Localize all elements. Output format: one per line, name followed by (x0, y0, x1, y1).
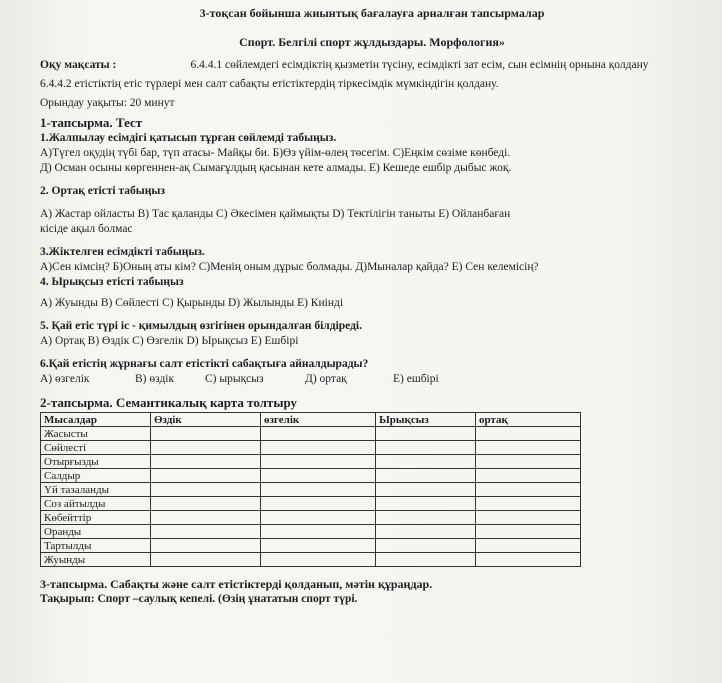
answer-cell[interactable] (151, 539, 261, 553)
table-row (41, 511, 581, 525)
answer-cell[interactable] (261, 483, 376, 497)
answer-cell[interactable] (476, 497, 581, 511)
page-title: 3-тоқсан бойынша жиынтық бағалауға арналған тапсырмалар (199, 6, 545, 20)
answer-cell[interactable] (261, 497, 376, 511)
answer-cell[interactable] (476, 427, 581, 441)
example-word-cell: Көбейттір (41, 511, 151, 525)
answer-cell[interactable] (261, 441, 376, 455)
answer-cell[interactable] (151, 553, 261, 567)
answer-cell[interactable] (376, 553, 476, 567)
column-header-passive: Ырықсыз (376, 413, 476, 427)
column-header-causative: өзгелік (261, 413, 376, 427)
example-word-cell: Тартылды (41, 539, 151, 553)
table-row (41, 455, 581, 469)
answer-cell[interactable] (261, 539, 376, 553)
answer-cell[interactable] (376, 539, 476, 553)
objective-label: Оқу мақсаты : (40, 59, 117, 71)
answer-cell[interactable] (476, 553, 581, 567)
table-row (41, 483, 581, 497)
answer-cell[interactable] (151, 441, 261, 455)
answer-cell[interactable] (151, 497, 261, 511)
table-row (41, 497, 581, 511)
example-word-cell: Жуынды (41, 553, 151, 567)
question-1-answers-line1: А)Түгел оқудің түбі бар, түп атасы- Майқы би. Б)Өз үйім-өлең төсегім. С)Еңкім сөзіме көнбеді. (40, 147, 511, 159)
answer-cell[interactable] (261, 427, 376, 441)
example-word-cell: Салдыр (41, 469, 151, 483)
answer-cell[interactable] (151, 469, 261, 483)
task3-heading: 3-тапсырма. Сабақты және салт етістіктерді қолданып, мәтін құраңдар. (40, 577, 433, 591)
table-row (41, 469, 581, 483)
question-4: 4. Ырықсыз етісті табыңыз (40, 276, 184, 288)
example-word-cell: Отырғызды (41, 455, 151, 469)
answer-cell[interactable] (376, 511, 476, 525)
answer-cell[interactable] (376, 525, 476, 539)
answer-cell[interactable] (376, 483, 476, 497)
answer-cell[interactable] (376, 469, 476, 483)
answer-cell[interactable] (261, 511, 376, 525)
objective-text-1: 6.4.4.1 сөйлемдегі есімдіктің қызметін түсіну, есімдікті зат есім, сын есімнің орнына қолдану (190, 59, 649, 71)
task2-heading: 2-тапсырма. Семантикалық карта толтыру (40, 395, 298, 410)
column-header-reflexive: Өздік (151, 413, 261, 427)
answer-cell[interactable] (151, 483, 261, 497)
answer-cell[interactable] (476, 441, 581, 455)
question-3-answers: А)Сен кімсің? Б)Оның аты кім? С)Менің оным дұрыс болмады. Д)Мыналар қайда? Е) Сен келемісің? (40, 261, 539, 273)
answer-cell[interactable] (376, 427, 476, 441)
answer-cell[interactable] (151, 455, 261, 469)
table-row (41, 525, 581, 539)
table-row (41, 539, 581, 553)
answer-cell[interactable] (476, 539, 581, 553)
answer-cell[interactable] (261, 553, 376, 567)
question-1-answers-line2: Д) Осман осыны көргеннен-ақ Сымағұлдың қасынан кете алмады. Е) Кешеде ешбір дыбыс жоқ. (40, 162, 512, 174)
answer-cell[interactable] (476, 455, 581, 469)
q6-option-e: Е) ешбірі (393, 373, 439, 385)
question-5-answers: А) Ортақ В) Өздік С) Өзгелік D) Ырықсыз Е) Ешбірі (40, 335, 299, 347)
answer-cell[interactable] (151, 525, 261, 539)
column-header-examples: Мысалдар (41, 413, 151, 427)
answer-cell[interactable] (261, 469, 376, 483)
q6-option-b: В) өздік (135, 373, 175, 385)
example-word-cell: Оранды (41, 525, 151, 539)
q6-option-a: А) өзгелік (40, 373, 90, 385)
question-2-answers-line1: А) Жастар ойласты В) Тас қаланды С) Әкесімен қаймықты D) Тектілігін таныты Е) Ойланбаған (40, 208, 511, 220)
question-2-answers-line2: кісіде ақыл болмас (40, 223, 133, 235)
question-3: 3.Жіктелген есімдікті табыңыз. (40, 246, 205, 258)
duration-text: Орындау уақыты: 20 минут (40, 97, 175, 109)
question-4-answers: А) Жуынды В) Сөйлесті С) Қырынды D) Жылынды Е) Киінді (40, 297, 344, 309)
objective-text-2: 6.4.4.2 етістіктің етіс түрлері мен салт сабақты етістіктердің тіркесімдік мүмкіндігін қолдану. (40, 78, 499, 90)
task1-heading: 1-тапсырма. Тест (40, 115, 143, 130)
question-2: 2. Ортақ етісті табыңыз (40, 185, 165, 197)
column-header-reciprocal: ортақ (476, 413, 581, 427)
example-word-cell: Үй тазаланды (41, 483, 151, 497)
answer-cell[interactable] (376, 455, 476, 469)
answer-cell[interactable] (151, 511, 261, 525)
task3-topic: Тақырып: Спорт –саулық кепелі. (Өзің ұнататын спорт түрі. (40, 593, 358, 605)
table-row (41, 427, 581, 441)
question-6-options (40, 372, 704, 387)
answer-cell[interactable] (476, 483, 581, 497)
table-row (41, 441, 581, 455)
question-6: 6.Қай етістің жұрнағы салт етістікті сабақтыға айналдырады? (40, 358, 369, 370)
learning-objective (40, 58, 704, 73)
answer-cell[interactable] (261, 455, 376, 469)
example-word-cell: Сөйлесті (41, 441, 151, 455)
semantic-map-table (40, 412, 581, 567)
answer-cell[interactable] (261, 525, 376, 539)
q6-option-c: С) ырықсыз (205, 373, 264, 385)
page-subtitle: Спорт. Белгілі спорт жұлдыздары. Морфология» (239, 35, 505, 49)
answer-cell[interactable] (151, 427, 261, 441)
example-word-cell: Соз айтылды (41, 497, 151, 511)
answer-cell[interactable] (476, 469, 581, 483)
question-5: 5. Қай етіс түрі іс - қимылдың өзгігінен орындалған білдіреді. (40, 320, 362, 332)
answer-cell[interactable] (376, 441, 476, 455)
q6-option-d: Д) ортақ (305, 373, 347, 385)
answer-cell[interactable] (476, 525, 581, 539)
table-row (41, 553, 581, 567)
table-header-row (41, 413, 581, 427)
example-word-cell: Жасысты (41, 427, 151, 441)
answer-cell[interactable] (376, 497, 476, 511)
answer-cell[interactable] (476, 511, 581, 525)
question-1: 1.Жалпылау есімдігі қатысып тұрған сөйлемді табыңыз. (40, 132, 337, 144)
